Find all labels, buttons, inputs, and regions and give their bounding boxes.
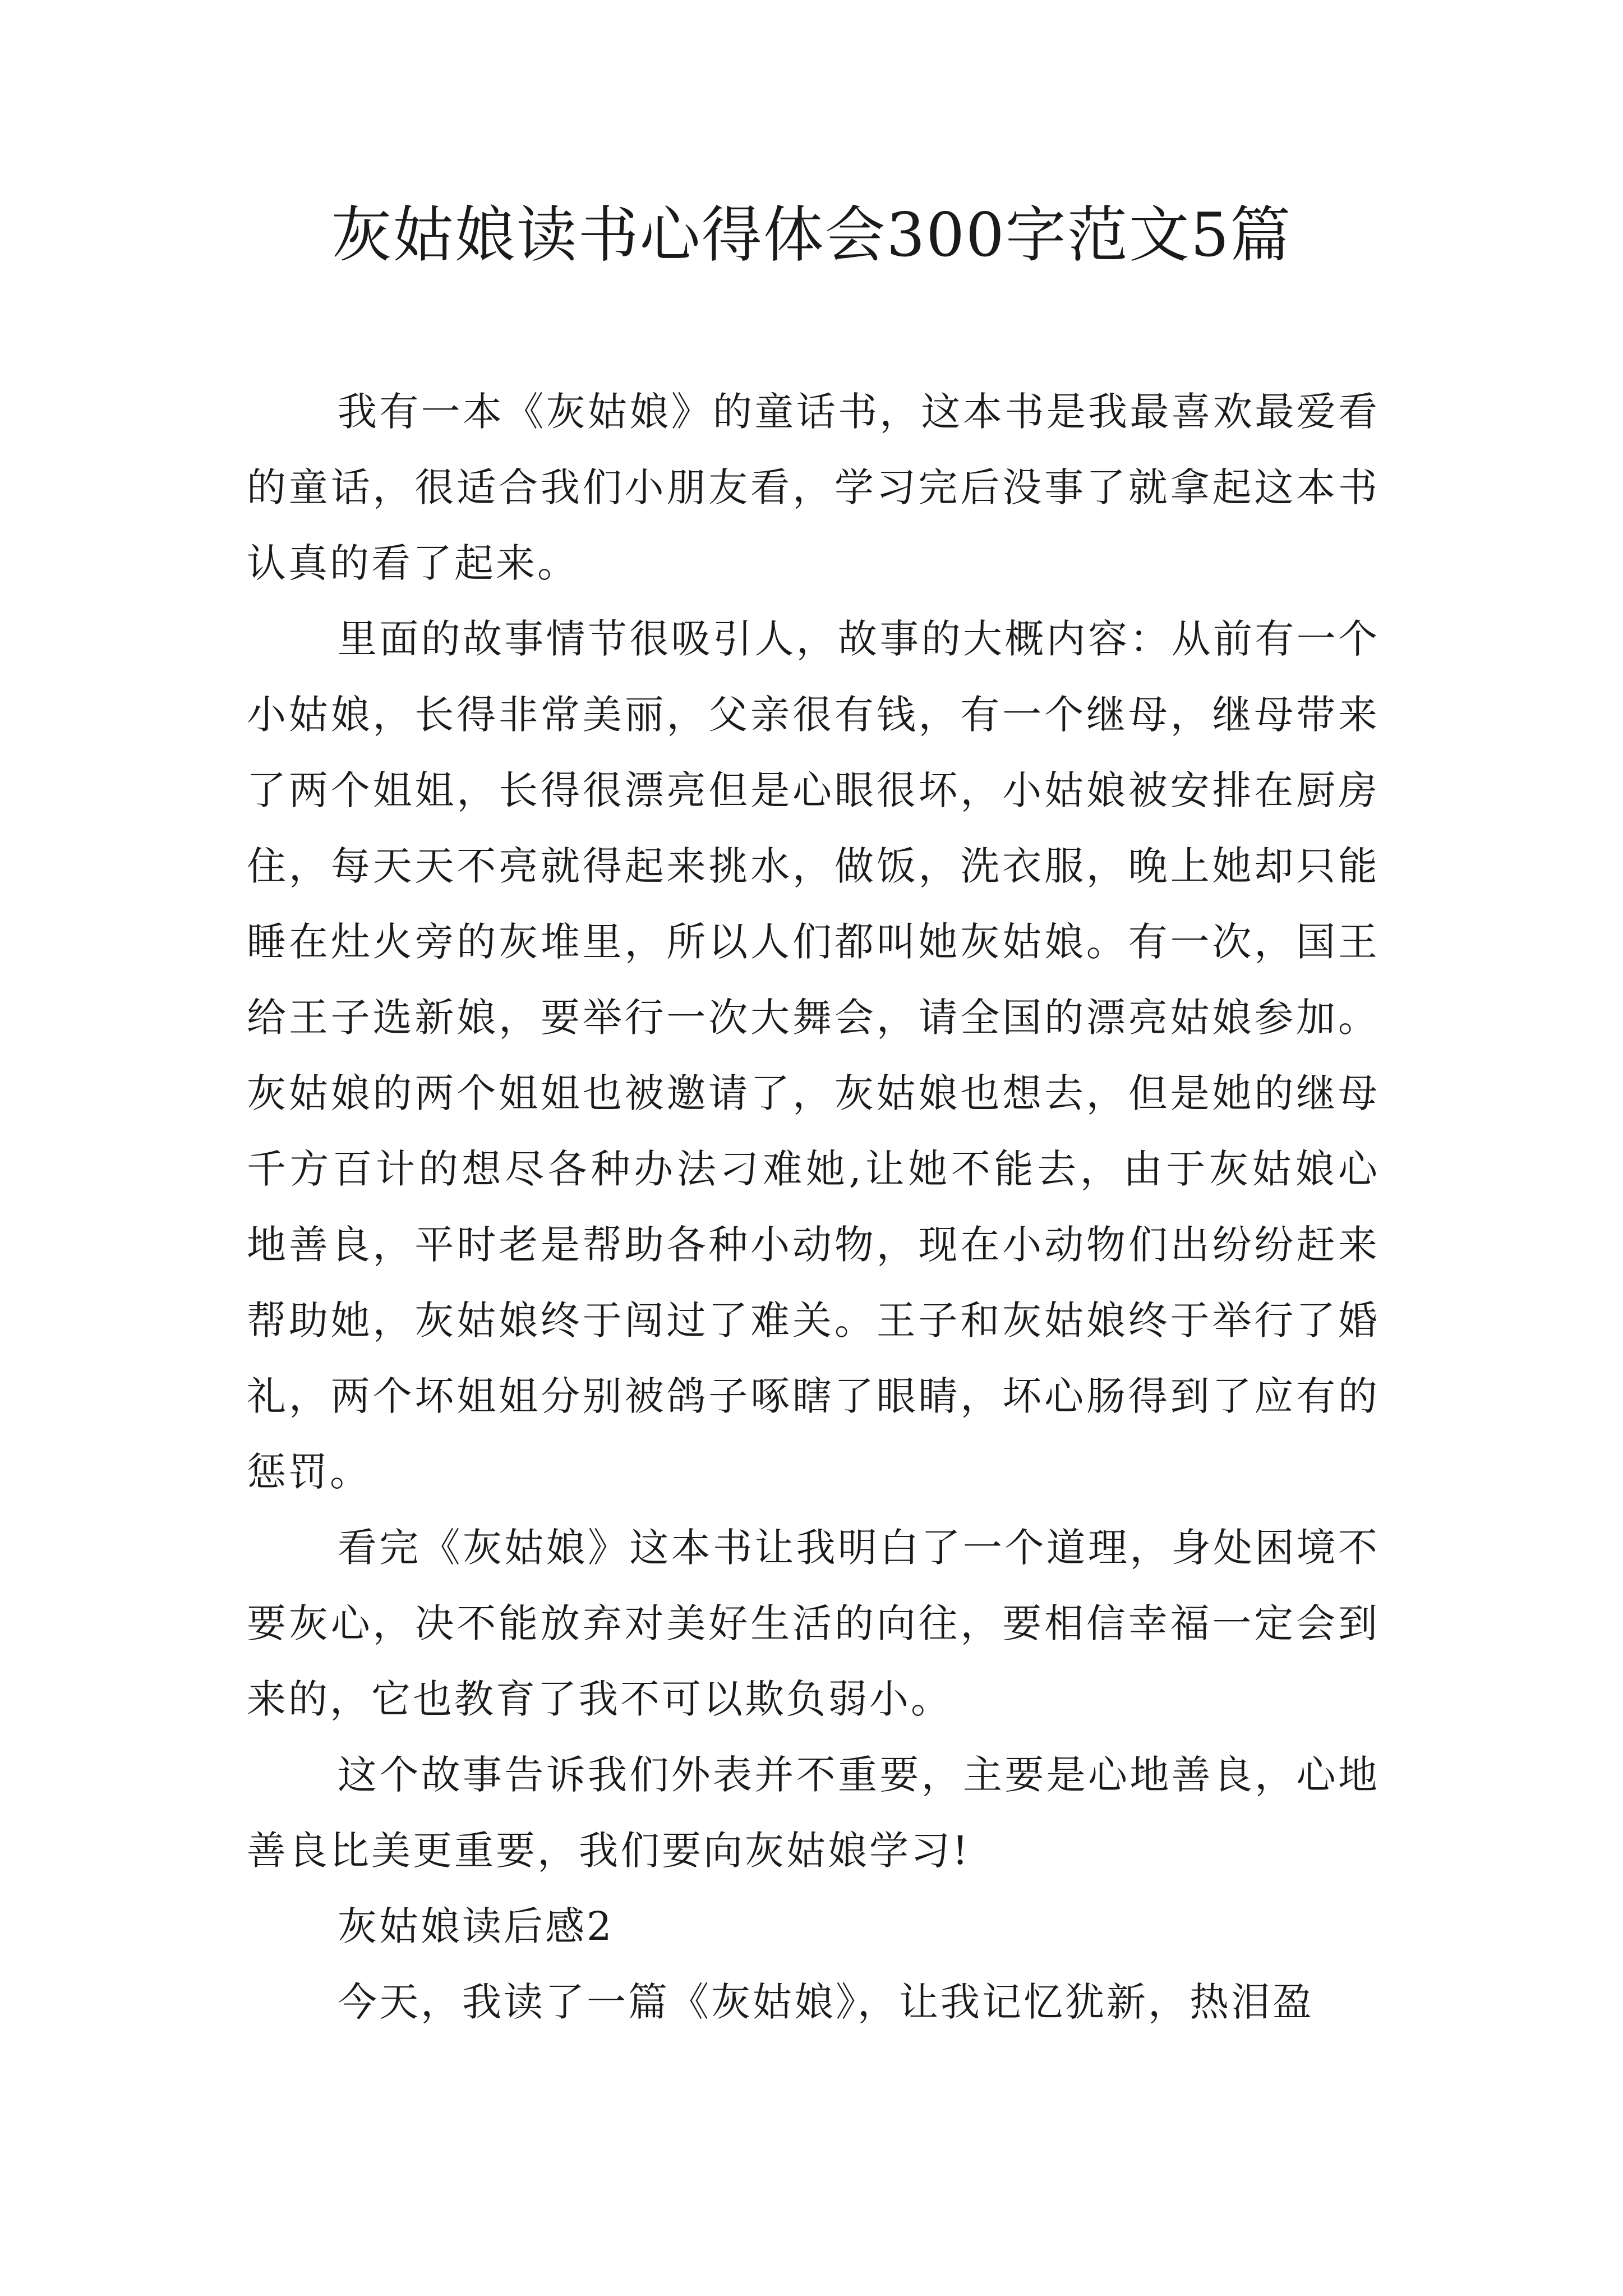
document-body [247,374,1380,2040]
paragraph-3: 看完《灰姑娘》这本书让我明白了一个道理，身处困境不要灰心，决不能放弃对美好生活的向往，要相信幸福一定会到来的，它也教育了我不可以欺负弱小。 [247,1525,1380,1722]
paragraph-2: 里面的故事情节很吸引人，故事的大概内容：从前有一个小姑娘，长得非常美丽，父亲很有钱，有一个继母，继母带来了两个姐姐，长得很漂亮但是心眼很坏，小姑娘被安排在厨房住，每天天不亮就得起来挑水，做饭，洗衣服，晚上她却只能睡在灶火旁的灰堆里，所以人们都叫她灰姑娘。有一次，国王给王子选新娘，要举行一次大舞会，请全国的漂亮姑娘参加。灰姑娘的两个姐姐也被邀请了，灰姑娘也想去，但是她的继母千方百计的想尽各种办法刁难她,让她不能去，由于灰姑娘心地善良，平时老是帮助各种小动物，现在小动物们出纷纷赶来帮助她，灰姑娘终于闯过了难关。王子和灰姑娘终于举行了婚礼，两个坏姐姐分别被鸽子啄瞎了眼睛，坏心肠得到了应有的惩罚。 [247,616,1380,1495]
section-heading-2: 灰姑娘读后感2 [338,1903,614,1949]
paragraph-5: 今天，我读了一篇《灰姑娘》，让我记忆犹新，热泪盈 [338,1979,1314,2025]
document-title: 灰姑娘读书心得体会300字范文5篇 [331,200,1292,270]
paragraph-4: 这个故事告诉我们外表并不重要，主要是心地善良，心地善良比美更重要，我们要向灰姑娘学习! [247,1752,1380,1874]
paragraph-1: 我有一本《灰姑娘》的童话书，这本书是我最喜欢最爱看的童话，很适合我们小朋友看，学习完后没事了就拿起这本书认真的看了起来。 [247,389,1380,586]
